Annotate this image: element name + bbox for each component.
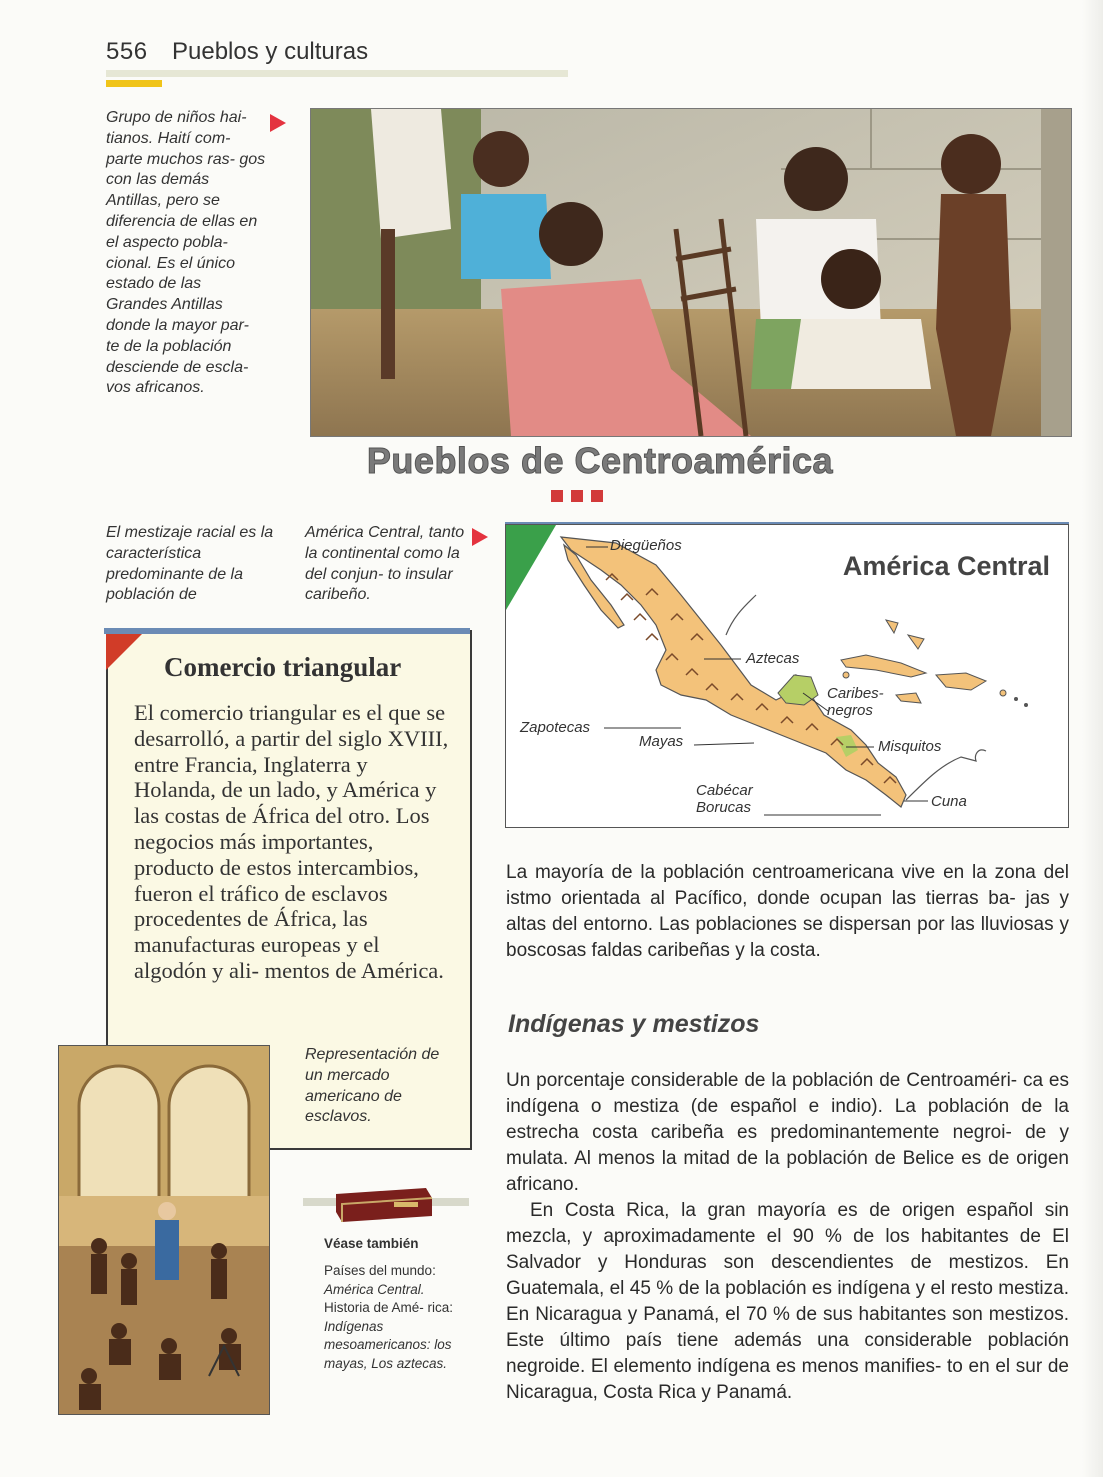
title-ornament-square bbox=[591, 490, 603, 502]
map-label-cabecar: Cabécar bbox=[696, 782, 753, 799]
map-label-caribes-negros: Caribes- negros bbox=[827, 685, 884, 719]
market-caption: Representación de un mercado americano de esclavos. bbox=[305, 1046, 440, 1126]
subheading-indigenas-mestizos: Indígenas y mestizos bbox=[508, 1010, 760, 1038]
header-rule bbox=[106, 70, 568, 77]
photo-caption: Grupo de niños hai- tianos. Haití com- parte muchos ras- gos con las demás Antillas, pero se diferencia de ellas en el aspecto pobla- cional. Es el único estado de las Grandes Antillas donde la mayor par- te de la población desciende de escla- vos africanos. bbox=[106, 109, 266, 397]
paragraph-3: En Costa Rica, la gran mayoría es de origen español sin mezcla, y aproximadamente el 90 % de los habitantes de El Salvador y Honduras son descendientes de mestizos. En Guatemala, el 45 % de la población es indígena y el resto mestiza. En Nicaragua y Panamá, el 70 % de sus habitantes son mestizos. Este último país tiene además una considerable población negroide. El elemento indígena es menos manifies- to en el sur de Nicaragua, Costa Rica y Panamá. bbox=[506, 1200, 1069, 1403]
vease-link-indigenas[interactable]: Indígenas mesoamericanos: los mayas, Los aztecas. bbox=[324, 1318, 452, 1371]
page-number: 556 bbox=[106, 38, 148, 65]
central-america-map bbox=[505, 524, 1069, 828]
page-title: Pueblos de Centroamérica bbox=[366, 440, 834, 481]
box-title: Comercio triangular bbox=[164, 652, 402, 682]
map-label-cuna: Cuna bbox=[931, 793, 967, 810]
map-label-misquitos: Misquitos bbox=[878, 738, 942, 755]
map-label-diegueños: Diegüeños bbox=[610, 537, 682, 554]
caption-arrow-icon bbox=[270, 114, 286, 132]
box-corner-ornament bbox=[106, 634, 142, 670]
slave-market-illustration bbox=[58, 1045, 270, 1415]
map-label-mayas: Mayas bbox=[639, 733, 684, 750]
intro-text-col2: América Central, tanto la continental como la del conjun- to insular caribeño. bbox=[305, 524, 465, 604]
box-text: El comercio triangular es el que se desarrolló, a partir del siglo XVIII, entre Francia, Inglaterra y Holanda, de un lado, y América y las costas de África del otro. Los negocios más importantes, producto de estos intercambios, fueron el tráfico de esclavos procedentes de África, las manufacturas europeas y el algodón y ali- mentos de América. bbox=[134, 700, 449, 983]
page-edge-shadow bbox=[1082, 0, 1103, 1477]
map-label-aztecas: Aztecas bbox=[746, 650, 800, 667]
paragraph-1: La mayoría de la población centroamericana vive en la zona del istmo orientada al Pacífico, donde ocupan las tierras ba- jas y altas del entorno. Las poblaciones se dispersan por las lluviosas y boscosas faldas caribeñas y la costa. bbox=[506, 862, 1069, 961]
map-label-borucas: Borucas bbox=[696, 799, 752, 816]
intro-arrow-icon bbox=[472, 528, 488, 546]
haitian-children-photo bbox=[310, 108, 1072, 437]
paragraph-2: Un porcentaje considerable de la población de Centroaméri- ca es indígena o mestiza (de español e indio). La población de la estrecha costa caribeña es predominantemente negroi- de y mulata. Al menos la mitad de la población de Belice es de origen africano. bbox=[506, 1070, 1069, 1195]
vease-line: Países del mundo: bbox=[324, 1263, 436, 1278]
map-corner-ornament bbox=[506, 525, 556, 610]
title-ornament-square bbox=[551, 490, 563, 502]
box-top-rule bbox=[104, 628, 470, 634]
intro-text-col1: El mestizaje racial es la característica predominante de la población de bbox=[106, 524, 274, 604]
vease-text bbox=[324, 1262, 464, 1373]
map-title: América Central bbox=[842, 551, 1050, 581]
vease-line: Historia de Amé- rica: bbox=[324, 1300, 454, 1315]
vease-title: Véase también bbox=[324, 1236, 419, 1251]
map-label-zapotecas: Zapotecas bbox=[520, 719, 591, 736]
book-icon bbox=[332, 1184, 436, 1224]
header-accent bbox=[106, 80, 162, 87]
title-ornament-square bbox=[571, 490, 583, 502]
running-header: Pueblos y culturas bbox=[172, 38, 369, 65]
vease-link-america-central[interactable]: América Central. bbox=[324, 1281, 425, 1297]
